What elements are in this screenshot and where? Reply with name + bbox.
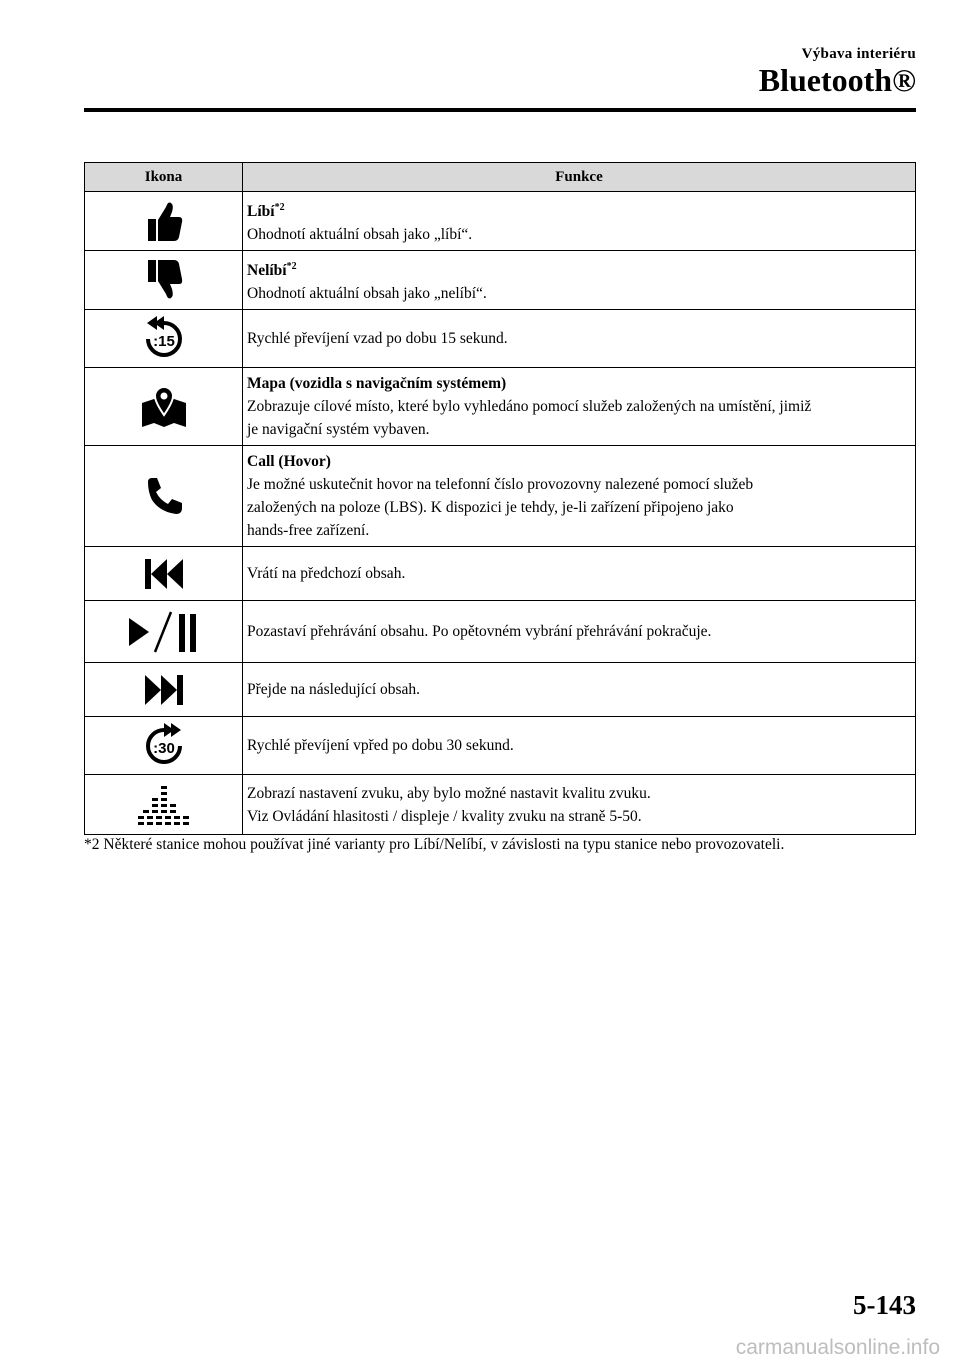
function-description: Ohodnotí aktuální obsah jako „nelíbí“. [247,285,487,303]
table-row [85,547,916,601]
footnote-ref: *2 [286,261,297,273]
icon-cell [85,601,243,663]
table-row [85,775,916,835]
forward-30-icon [142,723,186,769]
function-cell [243,663,916,717]
function-cell [243,547,916,601]
icon-cell [85,775,243,835]
column-header-function: Funkce [243,163,916,192]
header-rule [84,108,916,112]
footnote-ref: *2 [274,202,285,213]
function-description: Vrátí na předchozí obsah. [247,565,406,583]
function-description: Je možné uskutečnit hovor na telefonní číslo provozovny nalezené pomocí služeb [247,476,754,494]
watermark: carmanualsonline.info [735,1336,940,1359]
thumbs-down-icon [144,258,184,302]
function-description: Ohodnotí aktuální obsah jako „líbí“. [247,226,473,244]
function-description: hands-free zařízení. [247,522,370,540]
table-row [85,310,916,368]
page-number: 5-143 [853,1290,916,1320]
play-pause-icon [127,608,201,656]
function-title: Nelíbí [247,262,287,280]
icon-cell [85,192,243,251]
function-cell [243,368,916,446]
phone-icon [144,476,184,516]
function-cell [243,446,916,547]
icon-cell [85,663,243,717]
icon-cell [85,251,243,310]
section-label: Výbava interiéru [801,46,916,62]
table-row [85,446,916,547]
icon-function-table [84,162,916,835]
function-description: Zobrazí nastavení zvuku, aby bylo možné nastavit kvalitu zvuku. [247,784,651,802]
function-cell [243,717,916,775]
table-row [85,251,916,310]
next-track-icon [143,673,185,707]
icon-cell [85,310,243,368]
function-cell [243,310,916,368]
table-header-row [85,163,916,192]
column-header-icon: Ikona [85,163,243,192]
table-row [85,368,916,446]
table-row [85,601,916,663]
function-description: je navigační systém vybaven. [247,421,430,439]
thumbs-up-icon [144,199,184,243]
table-row [85,192,916,251]
function-description: Přejde na následující obsah. [247,681,421,699]
function-title: Call (Hovor) [247,453,331,471]
function-cell [243,251,916,310]
icon-cell [85,446,243,547]
table-row [85,663,916,717]
function-title: Mapa (vozidla s navigačním systémem) [247,375,507,393]
function-description: založených na poloze (LBS). K dispozici je tehdy, je-li zařízení připojeno jako [247,499,734,517]
function-description: Pozastaví přehrávání obsahu. Po opětovném vybrání přehrávání pokračuje. [247,623,712,641]
footnote: *2 Některé stanice mohou používat jiné varianty pro Líbí/Nelíbí, v závislosti na typu stanice nebo provozovateli. [84,836,785,853]
function-description: Zobrazuje cílové místo, které bylo vyhledáno pomocí služeb založených na umístění, jimiž [247,398,812,416]
forward-seconds-label: :30 [152,739,175,757]
function-description: Rychlé převíjení vpřed po dobu 30 sekund. [247,737,514,755]
previous-track-icon [143,557,185,591]
rewind-15-icon [142,316,186,362]
equalizer-icon [136,784,192,826]
rewind-seconds-label: :15 [152,332,175,350]
map-pin-icon [140,385,188,429]
icon-cell [85,717,243,775]
table-row [85,717,916,775]
function-description: Rychlé převíjení vzad po dobu 15 sekund. [247,330,508,348]
function-cell [243,775,916,835]
function-description: Viz Ovládání hlasitosti / displeje / kvality zvuku na straně 5-50. [247,807,642,825]
icon-cell [85,547,243,601]
function-title: Líbí [247,203,275,221]
function-cell [243,192,916,251]
icon-cell [85,368,243,446]
function-cell [243,601,916,663]
page-title: Bluetooth® [758,62,916,98]
